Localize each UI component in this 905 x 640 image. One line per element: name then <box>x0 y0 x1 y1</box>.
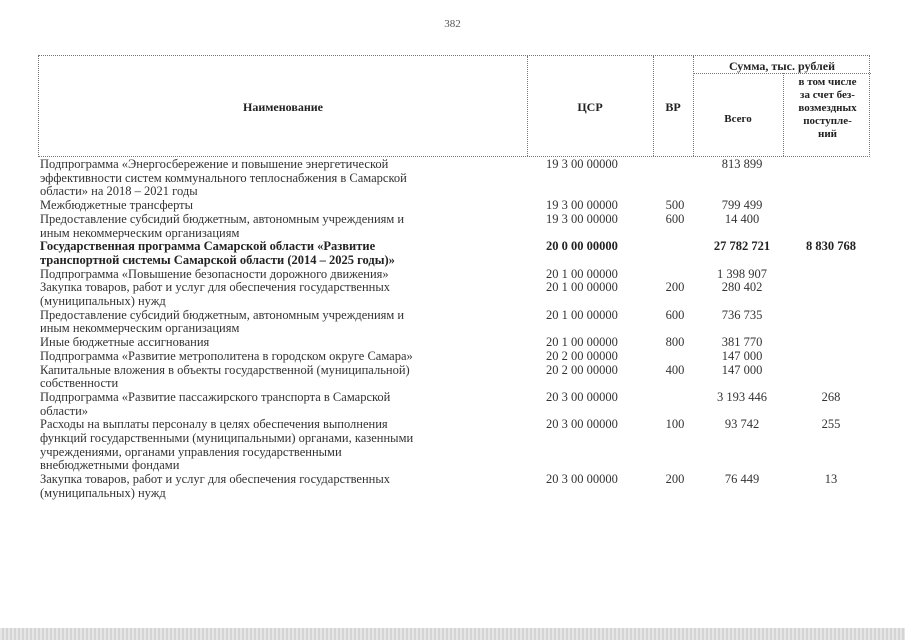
row-total: 93 742 <box>724 417 760 432</box>
table-row <box>38 418 870 473</box>
row-name-line: Предоставление субсидий бюджетным, автономным учреждениям и <box>40 307 405 322</box>
row-vr: 500 <box>665 198 685 213</box>
row-total: 736 735 <box>721 307 763 322</box>
header-name: Наименование <box>243 100 323 114</box>
header-including-line: ний <box>817 128 837 140</box>
row-name-line: Подпрограмма «Развитие метрополитена в городском округе Самара» <box>40 348 413 363</box>
row-name <box>38 281 480 308</box>
row-csr: 19 3 00 00000 <box>546 157 618 171</box>
row-name-line: иным некоммерческим организациям <box>40 225 240 240</box>
table-row <box>38 336 870 350</box>
scan-edge <box>0 628 905 640</box>
row-total: 27 782 721 <box>713 239 771 254</box>
row-vr: 600 <box>665 307 685 322</box>
row-name-line: Капитальные вложения в объекты государственной (муниципальной) <box>40 362 410 377</box>
row-including: 8 830 768 <box>806 239 856 254</box>
header-vr: ВР <box>665 100 681 114</box>
row-name <box>38 364 480 391</box>
row-vr: 800 <box>665 335 685 350</box>
table-row <box>38 240 870 267</box>
row-name-line: Закупка товаров, работ и услуг для обеспечения государственных <box>40 280 391 295</box>
row-total: 147 000 <box>721 362 763 377</box>
row-total: 147 000 <box>721 348 763 363</box>
row-name <box>38 418 480 473</box>
row-name-line: области» на 2018 – 2021 годы <box>40 184 198 199</box>
row-name-line: учреждениями, органами управления государственными <box>40 444 342 459</box>
row-name-line: Межбюджетные трансферты <box>40 198 194 213</box>
row-csr: 20 1 00 00000 <box>546 280 618 295</box>
row-name-line: Закупка товаров, работ и услуг для обеспечения государственных <box>40 472 391 487</box>
row-name-line: Иные бюджетные ассигнования <box>40 335 210 350</box>
row-name-line: Подпрограмма «Развитие пассажирского транспорта в Самарской <box>40 389 391 404</box>
row-name-line: Предоставление субсидий бюджетным, автономным учреждениям и <box>40 211 405 226</box>
row-total: 76 449 <box>724 472 760 487</box>
header-including-line: в том числе <box>798 76 857 88</box>
row-name-line: эффективности систем коммунального теплоснабжения в Самарской <box>40 170 407 185</box>
table-row <box>38 364 870 391</box>
row-csr: 20 1 00 00000 <box>546 307 618 322</box>
table-row <box>38 213 870 240</box>
table-row <box>38 199 870 213</box>
row-including: 268 <box>821 389 841 404</box>
table-row <box>38 309 870 336</box>
row-name <box>38 473 480 500</box>
row-csr: 20 2 00 00000 <box>546 362 618 377</box>
header-including-line: поступле- <box>803 115 852 127</box>
row-including: 13 <box>824 472 838 487</box>
row-total: 381 770 <box>721 335 763 350</box>
table-row <box>38 350 870 364</box>
row-name-line: Подпрограмма «Повышение безопасности дорожного движения» <box>40 266 389 281</box>
table-header <box>38 55 870 157</box>
table-row <box>38 281 870 308</box>
row-name <box>38 199 480 213</box>
table-row <box>38 473 870 500</box>
row-vr: 600 <box>665 211 685 226</box>
row-total: 1 398 907 <box>717 266 767 281</box>
header-including-line: за счет без- <box>800 89 855 101</box>
row-name <box>38 350 480 364</box>
row-vr: 200 <box>665 472 685 487</box>
row-total: 799 499 <box>721 198 763 213</box>
row-name-line: функций государственными (муниципальными) органами, казенными <box>40 431 414 446</box>
table-row <box>38 391 870 418</box>
row-csr: 20 3 00 00000 <box>546 472 618 487</box>
row-name-line: транспортной системы Самарской области (2014 – 2025 годы)» <box>40 252 395 267</box>
row-csr: 20 1 00 00000 <box>546 266 618 281</box>
row-vr: 200 <box>665 280 685 295</box>
row-name <box>38 213 480 240</box>
row-csr: 20 3 00 00000 <box>546 417 618 432</box>
header-total: Всего <box>724 113 752 125</box>
row-name <box>38 268 480 282</box>
page-number: 382 <box>444 18 461 30</box>
row-name-line: Расходы на выплаты персоналу в целях обеспечения выполнения <box>40 417 388 432</box>
row-total: 813 899 <box>721 157 763 171</box>
row-name-line: (муниципальных) нужд <box>40 294 166 309</box>
table-body <box>38 158 870 501</box>
row-including: 255 <box>821 417 841 432</box>
row-name-line: внебюджетными фондами <box>40 458 180 473</box>
row-csr: 19 3 00 00000 <box>546 211 618 226</box>
row-csr: 20 2 00 00000 <box>546 348 618 363</box>
row-name <box>38 336 480 350</box>
header-sum: Сумма, тыс. рублей <box>728 59 836 73</box>
row-name-line: иным некоммерческим организациям <box>40 321 240 336</box>
header-including <box>784 76 871 141</box>
row-name <box>38 240 480 267</box>
row-total: 280 402 <box>721 280 763 295</box>
row-vr: 400 <box>665 362 685 377</box>
header-csr: ЦСР <box>577 100 603 114</box>
row-name <box>38 158 480 199</box>
row-name-line: собственности <box>40 376 119 391</box>
row-vr: 100 <box>665 417 685 432</box>
row-name-line: Государственная программа Самарской области «Развитие <box>40 239 376 254</box>
row-csr: 20 0 00 00000 <box>546 239 618 254</box>
table-row <box>38 268 870 282</box>
row-name <box>38 391 480 418</box>
row-csr: 20 3 00 00000 <box>546 389 618 404</box>
row-name-line: Подпрограмма «Энергосбережение и повышение энергетической <box>40 157 389 171</box>
row-csr: 20 1 00 00000 <box>546 335 618 350</box>
row-name-line: области» <box>40 403 89 418</box>
row-total: 3 193 446 <box>717 389 767 404</box>
table-row <box>38 158 870 199</box>
row-name-line: (муниципальных) нужд <box>40 485 166 500</box>
header-including-line: возмездных <box>798 102 857 114</box>
row-name <box>38 309 480 336</box>
row-total: 14 400 <box>724 211 760 226</box>
row-csr: 19 3 00 00000 <box>546 198 618 213</box>
